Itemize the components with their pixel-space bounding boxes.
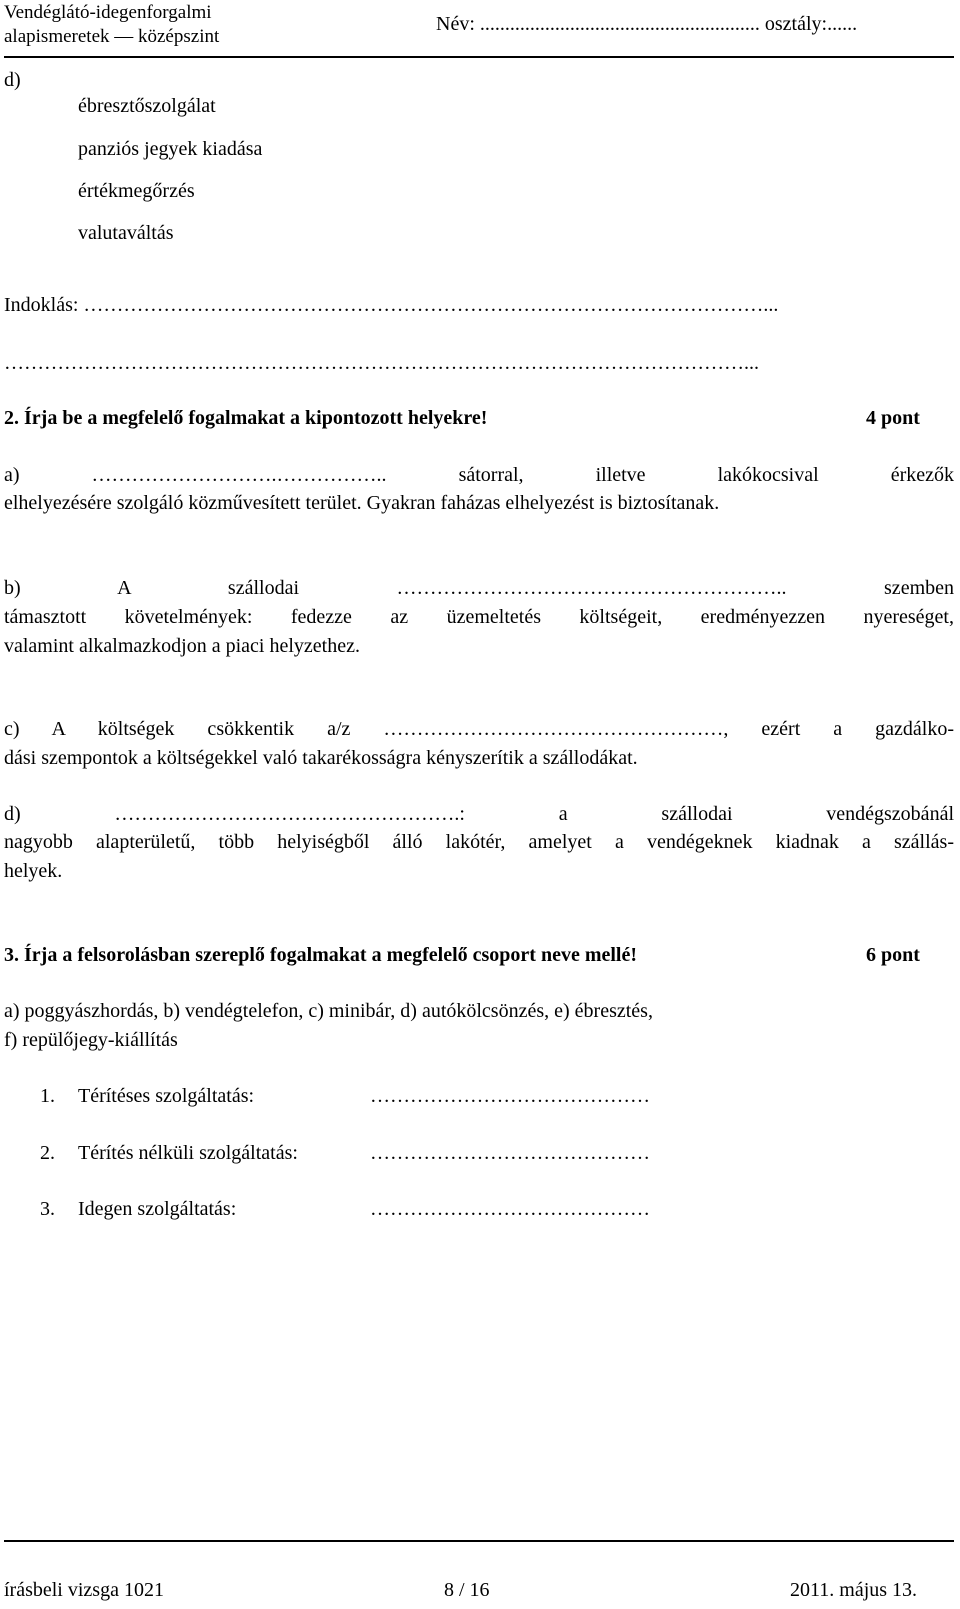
q1-option-4: valutaváltás xyxy=(78,222,174,244)
footer-page-number: 8 / 16 xyxy=(444,1579,490,1601)
q2-d-line1[interactable]: d) …………………………………………….: a szállodai vendégszobánál xyxy=(4,803,954,825)
q3-group-3-number: 3. xyxy=(40,1198,55,1220)
footer-date: 2011. május 13. xyxy=(790,1579,918,1601)
footer-exam-code: írásbeli vizsga 1021 xyxy=(4,1579,164,1601)
q2-a-line2: elhelyezésére szolgáló közművesített terület. Gyakran faházas elhelyezést is biztosítanak. xyxy=(4,492,720,514)
q1-reason-line1[interactable]: Indoklás: …………………………………………………………………………………………... xyxy=(4,294,779,316)
q3-list-line1: a) poggyászhordás, b) vendégtelefon, c) minibár, d) autókölcsönzés, e) ébresztés, xyxy=(4,1000,653,1022)
q2-title: 2. Írja be a megfelelő fogalmakat a kipontozott helyekre! xyxy=(4,407,488,429)
q2-c-line2: dási szempontok a költségekkel való takarékosságra kényszerítik a szállodákat. xyxy=(4,747,638,769)
header-subject-line2: alapismeretek — középszint xyxy=(4,26,220,47)
q1-option-3: értékmegőrzés xyxy=(78,180,195,202)
q3-points: 6 pont xyxy=(866,944,920,966)
q1-d-label: d) xyxy=(4,69,21,91)
header-subject-line1: Vendéglátó-idegenforgalmi xyxy=(4,2,212,23)
q3-group-3-label: Idegen szolgáltatás: xyxy=(78,1198,237,1220)
q3-group-2-number: 2. xyxy=(40,1142,55,1164)
q3-group-2-blank[interactable]: …………………………………… xyxy=(370,1142,650,1164)
header-name-class-field[interactable]: Név: ........................................................ osztály:...... xyxy=(436,13,858,35)
q3-group-2-label: Térítés nélküli szolgáltatás: xyxy=(78,1142,298,1164)
footer-rule xyxy=(4,1540,954,1542)
q2-b-line2: támasztott követelmények: fedezze az üzemeltetés költségeit, eredményezzen nyereséget, xyxy=(4,606,954,628)
q1-option-1: ébresztőszolgálat xyxy=(78,95,216,117)
q2-d-line2: nagyobb alapterületű, több helyiségből álló lakótér, amelyet a vendégeknek kiadnak a szállás- xyxy=(4,831,954,853)
q2-points: 4 pont xyxy=(866,407,920,429)
q3-group-3-blank[interactable]: …………………………………… xyxy=(370,1198,650,1220)
q3-group-1-number: 1. xyxy=(40,1085,55,1107)
q3-list-line2: f) repülőjegy-kiállítás xyxy=(4,1029,178,1051)
q3-group-1-blank[interactable]: …………………………………… xyxy=(370,1085,650,1107)
q2-a-line1[interactable]: a) ……………………….…………….. sátorral, illetve lakókocsival érkezők xyxy=(4,464,954,486)
q3-group-1-label: Térítéses szolgáltatás: xyxy=(78,1085,255,1107)
q1-reason-line2[interactable]: …………………………………………………………………………………………………... xyxy=(4,352,759,374)
q2-d-line3: helyek. xyxy=(4,860,63,882)
q2-b-line1[interactable]: b) A szállodai ………………………………………………….. szemben xyxy=(4,577,954,599)
header-rule xyxy=(4,56,954,58)
q2-c-line1[interactable]: c) A költségek csökkentik a/z ……………………………………………, ezért a gazdálko- xyxy=(4,718,954,740)
q1-option-2: panziós jegyek kiadása xyxy=(78,138,263,160)
q3-title: 3. Írja a felsorolásban szereplő fogalmakat a megfelelő csoport neve mellé! xyxy=(4,944,638,966)
q2-b-line3: valamint alkalmazkodjon a piaci helyzethez. xyxy=(4,635,360,657)
